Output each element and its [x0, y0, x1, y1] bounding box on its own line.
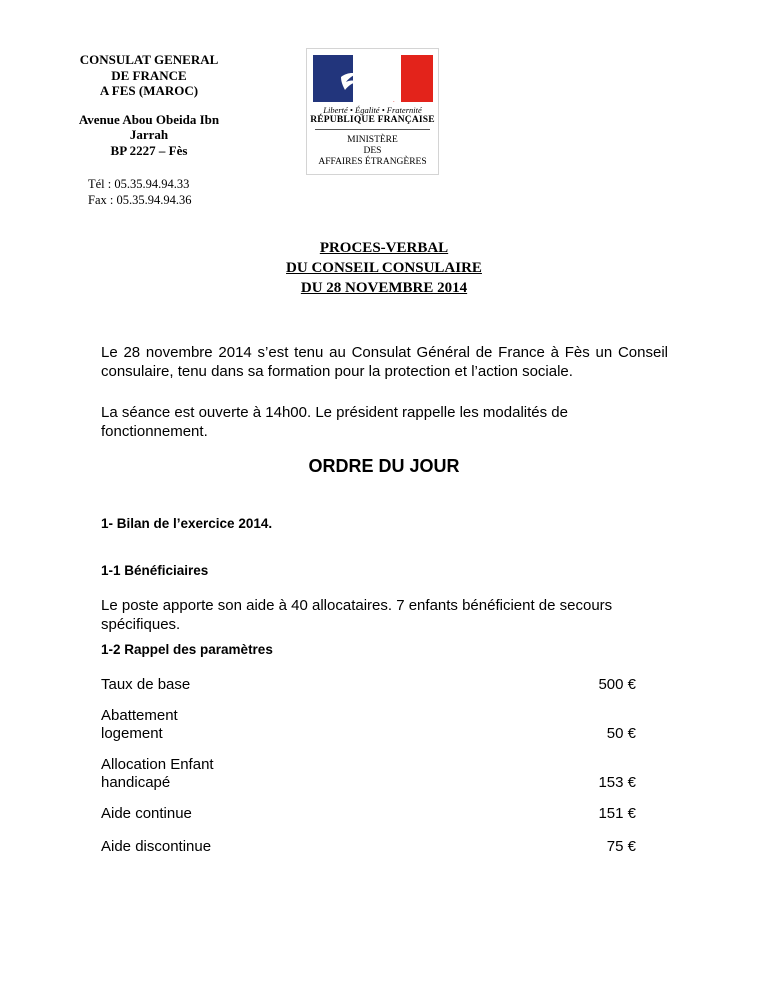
parameter-label: Abattement logement	[101, 707, 178, 742]
beneficiaires-paragraph: Le poste apporte son aide à 40 allocataires. 7 enfants bénéficient de secours spécifiques.	[101, 597, 613, 633]
consulate-name-line: DE FRANCE	[111, 67, 187, 83]
ministry-logo	[306, 48, 439, 175]
contact-info	[88, 176, 191, 208]
parameter-value: 500 €	[598, 676, 636, 693]
opening-paragraph: La séance est ouverte à 14h00. Le président rappelle les modalités de fonctionnement.	[101, 404, 568, 440]
parameter-value: 151 €	[598, 805, 636, 822]
section-heading: 1- Bilan de l’exercice 2014.	[101, 516, 273, 531]
parameter-value: 50 €	[606, 725, 636, 742]
agenda-title: ORDRE DU JOUR	[308, 456, 460, 476]
parameter-value: 75 €	[606, 838, 636, 855]
parameter-label: Aide continue	[101, 805, 192, 822]
parameter-value: 153 €	[598, 774, 636, 791]
consulate-name-line: A FES (MAROC)	[99, 83, 199, 98]
ministry-name	[307, 135, 438, 168]
ministry-name-line: MINISTÈRE	[347, 135, 398, 145]
consulate-header	[60, 52, 238, 158]
title-line: DU CONSEIL CONSULAIRE	[286, 260, 482, 276]
subsection-heading: 1-2 Rappel des paramètres	[101, 642, 273, 657]
tel-line: Tél : 05.35.94.94.33	[88, 177, 190, 191]
address-line: BP 2227 – Fès	[110, 142, 188, 158]
marianne-icon	[337, 55, 401, 102]
fax-line: Fax : 05.35.94.94.36	[88, 193, 192, 207]
ministry-name-line: DES	[363, 146, 382, 156]
republic-motto: Liberté • Égalité • Fraternité	[323, 105, 422, 115]
consulate-name-line: CONSULAT GENERAL	[79, 52, 219, 67]
logo-divider	[315, 129, 430, 130]
parameter-label: Taux de base	[101, 676, 191, 693]
address-line: Jarrah	[129, 127, 169, 142]
title-line: DU 28 NOVEMBRE 2014	[300, 280, 468, 296]
address-line: Avenue Abou Obeida Ibn	[78, 111, 220, 127]
parameter-label: Aide discontinue	[101, 838, 212, 855]
title-line: PROCES-VERBAL	[319, 240, 449, 256]
ministry-name-line: AFFAIRES ÉTRANGÈRES	[318, 157, 427, 167]
parameter-label: Allocation Enfant handicapé	[101, 756, 214, 791]
intro-paragraph: Le 28 novembre 2014 s’est tenu au Consulat Général de France à Fès un Conseil consulaire, tenu dans sa formation pour la protection et l’action sociale.	[101, 344, 668, 380]
republic-name: RÉPUBLIQUE FRANÇAISE	[310, 115, 435, 125]
subsection-heading: 1-1 Bénéficiaires	[101, 563, 209, 578]
document-title	[0, 238, 768, 298]
